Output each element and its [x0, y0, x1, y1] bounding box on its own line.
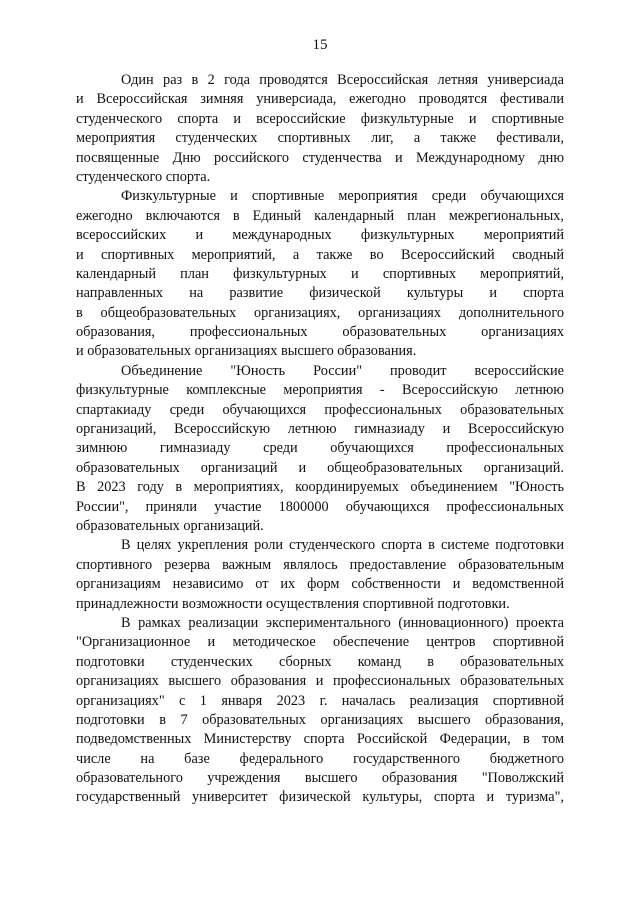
text-line: студенческого спорта. — [76, 168, 211, 185]
text-line: спартакиаду среди обучающихся профессиональных образовательных — [76, 401, 564, 418]
text-line: и спортивных мероприятий, а также во Всероссийский сводный — [76, 246, 564, 263]
text-line: "Организационное и методическое обеспечение центров спортивной — [76, 634, 564, 651]
text-line: календарный план физкультурных и спортивных мероприятий, — [76, 265, 564, 282]
text-line: Один раз в 2 года проводятся Всероссийская летняя универсиада — [121, 72, 564, 88]
text-line: и образовательных организациях высшего образования. — [76, 343, 417, 360]
text-line: государственный университет физической культуры, спорта и туризма", — [76, 789, 564, 806]
paragraph — [76, 614, 564, 808]
text-line: подведомственных Министерству спорта Российской Федерации, в том — [76, 731, 564, 748]
text-line: числе на базе федерального государственного бюджетного — [76, 750, 564, 767]
text-line: в общеобразовательных организациях, организациях дополнительного — [76, 304, 564, 321]
text-line: и Всероссийская зимняя универсиада, ежегодно проводятся фестивали — [76, 91, 564, 108]
text-line: В 2023 году в мероприятиях, координируемых объединением "Юность — [76, 479, 564, 496]
text-line: спортивного резерва важным являлось предоставление образовательным — [76, 556, 564, 573]
paragraph — [76, 187, 564, 362]
text-line: В целях укрепления роли студенческого спорта в системе подготовки — [121, 537, 564, 554]
page-number: 15 — [312, 37, 328, 53]
text-line: России", приняли участие 1800000 обучающихся профессиональных — [76, 498, 564, 515]
text-line: принадлежности возможности осуществления спортивной подготовки. — [76, 595, 510, 612]
text-line: организациях" с 1 января 2023 г. началась реализация спортивной — [76, 692, 564, 709]
text-line: подготовки студенческих сборных команд в образовательных — [76, 653, 564, 670]
text-line: зимнюю гимназиаду среди обучающихся профессиональных — [76, 440, 564, 457]
paragraph — [76, 536, 564, 614]
text-line: всероссийских и международных физкультурных мероприятий — [76, 227, 564, 244]
text-line: образовательного учреждения высшего образования "Поволжский — [76, 770, 564, 787]
text-line: В рамках реализации экспериментального (инновационного) проекта — [121, 614, 564, 631]
text-line: организациях высшего образования и профессиональных образовательных — [76, 673, 564, 690]
paragraph — [76, 362, 564, 537]
text-line: подготовки в 7 образовательных организациях высшего образования, — [76, 711, 564, 728]
text-line: образовательных организаций и общеобразовательных организаций. — [76, 459, 564, 476]
text-line: ежегодно включаются в Единый календарный план межрегиональных, — [76, 207, 564, 224]
text-line: организациям независимо от их форм собственности и ведомственной — [76, 576, 564, 593]
document-body — [76, 71, 564, 808]
text-line: мероприятия студенческих спортивных лиг, а также фестивали, — [76, 130, 564, 147]
text-line: Объединение "Юность России" проводит всероссийские — [121, 362, 564, 379]
text-line: организаций, Всероссийскую летнюю гимназиаду и Всероссийскую — [76, 421, 564, 438]
text-line: посвященные Дню российского студенчества и Международному дню — [76, 149, 564, 166]
text-line: физкультурные комплексные мероприятия - Всероссийскую летнюю — [76, 382, 564, 399]
text-line: студенческого спорта и всероссийские физкультурные и спортивные — [76, 110, 564, 127]
text-line: образовательных организаций. — [76, 517, 264, 534]
text-line: направленных на развитие физической культуры и спорта — [76, 285, 564, 302]
paragraph — [76, 71, 564, 187]
text-line: Физкультурные и спортивные мероприятия среди обучающихся — [121, 188, 564, 205]
text-line: образования, профессиональных образовательных организациях — [76, 324, 564, 341]
